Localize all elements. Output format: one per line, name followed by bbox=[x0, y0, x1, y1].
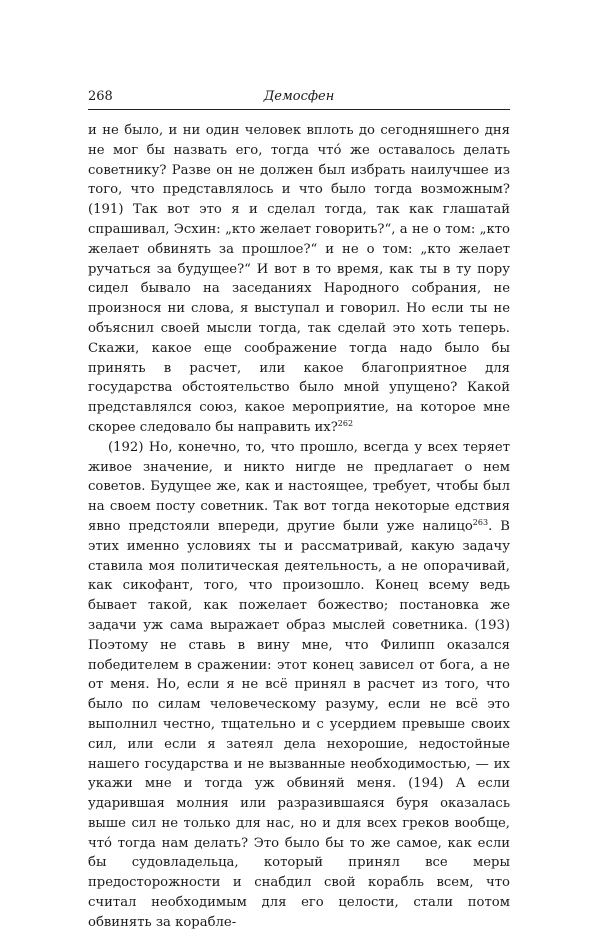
paragraph bbox=[88, 121, 510, 438]
paragraph-text: и не было, и ни один человек вплоть до сегодняшнего дня не мог бы назвать его, тогда что́ же оставалось делать советнику? Разве он не должен был избрать наилучшее из того, что представлялось и что было тогда возможным? (191) Так вот это я и сделал тогда, так как глашатай спрашивал, Эсхин: „кто желает говорить?“, а не о том: „кто желает обвинять за прошлое?“ и не о том: „кто желает ручаться за будущее?“ И вот в то время, как ты в ту пору сидел бывало на заседаниях Народного собрания, не произнося ни слова, я выступал и говорил. Но если ты не объяснил своей мысли тогда, так сделай это хоть теперь. Скажи, какое еще соображение тогда надо было бы принять в расчет, или какое благоприятное для государства обстоятельство было мной упущено? Какой представлялся союз, какое мероприятие, на которое мне скорее следовало бы направить их? bbox=[88, 123, 510, 435]
page-header bbox=[88, 89, 510, 107]
footnote-marker: 263 bbox=[472, 517, 489, 527]
header-rule bbox=[88, 109, 510, 110]
paragraph-text: . В этих именно условиях ты и рассматривай, какую задачу ставила моя политическая деятельность, а не опорачивай, как сикофант, того, что произошло. Конец всему ведь бывает такой, как пожелает божество; постановка же задачи уж сама выражает образ мыслей советника. (193) Поэтому не ставь в вину мне, что Филипп оказался победителем в сражении: этот конец зависел от бога, а не от меня. Но, если я не всё принял в расчет из того, что было по силам человеческому разуму, если не всё это выполнил честно, тщательно и с усердием превыше своих сил, или если я затеял дела нехорошие, недостойные нашего государства и не вызванные необходимостью, — их укажи мне и тогда уж обвиняй меня. (194) А если ударившая молния или разразившаяся буря оказалась выше сил не только для нас, но и для всех греков вообще, что́ тогда нам делать? Это было бы то же самое, как если бы судовладельца, который принял все меры предосторожности и снабдил свой корабль всем, что считал необходимым для его целости, стали потом обвинять за корабле- bbox=[88, 518, 510, 930]
footnote-marker: 262 bbox=[337, 418, 354, 428]
body-text bbox=[88, 121, 510, 933]
running-title: Демосфен bbox=[263, 89, 335, 104]
paragraph bbox=[88, 438, 510, 933]
page-number: 268 bbox=[88, 89, 113, 104]
paragraph-text: (192) Но, конечно, то, что прошло, всегда у всех теряет живое значение, и никто нигде не предлагает о нем советов. Будущее же, как и настоящее, требует, чтобы был на своем посту советник. Так вот тогда некоторые едствия явно предстояли впереди, другие были уже налицо bbox=[88, 439, 510, 534]
